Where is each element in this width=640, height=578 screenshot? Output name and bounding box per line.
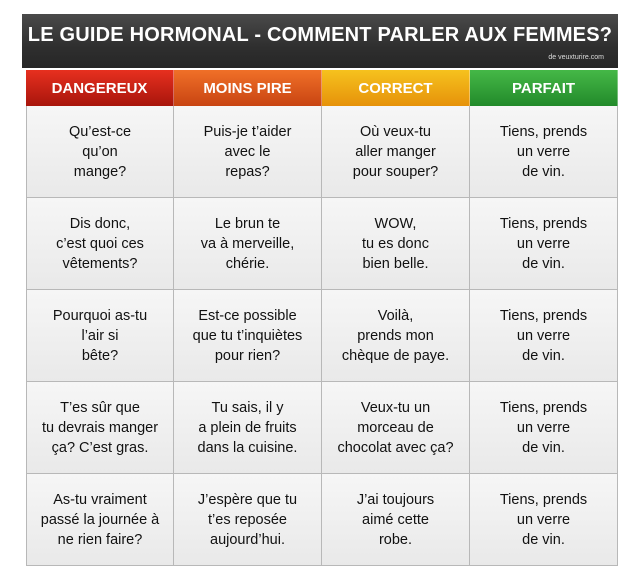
- table-cell: WOW, tu es donc bien belle.: [322, 198, 470, 290]
- table-cell: Le brun te va à merveille, chérie.: [174, 198, 322, 290]
- table-cell: Tiens, prends un verre de vin.: [470, 382, 618, 474]
- table-cell: Dis donc, c’est quoi ces vêtements?: [26, 198, 174, 290]
- table-cell: J’ai toujours aimé cette robe.: [322, 474, 470, 566]
- column-header-correct: CORRECT: [322, 70, 470, 106]
- table-cell: Où veux-tu aller manger pour souper?: [322, 106, 470, 198]
- table-cell: Tiens, prends un verre de vin.: [470, 290, 618, 382]
- page-title: LE GUIDE HORMONAL - COMMENT PARLER AUX FEMMES?: [27, 24, 613, 46]
- table-cell: Tiens, prends un verre de vin.: [470, 106, 618, 198]
- column-header-parfait: PARFAIT: [470, 70, 618, 106]
- table-cell: Tiens, prends un verre de vin.: [470, 198, 618, 290]
- table-cell: Voilà, prends mon chèque de paye.: [322, 290, 470, 382]
- title-banner: [22, 14, 618, 68]
- table-cell: Puis-je t’aider avec le repas?: [174, 106, 322, 198]
- table-cell: Qu’est-ce qu’on mange?: [26, 106, 174, 198]
- table-cell: T’es sûr que tu devrais manger ça? C’est gras.: [26, 382, 174, 474]
- table-cell: Tu sais, il y a plein de fruits dans la cuisine.: [174, 382, 322, 474]
- column-header-moins-pire: MOINS PIRE: [174, 70, 322, 106]
- table-cell: As-tu vraiment passé la journée à ne rien faire?: [26, 474, 174, 566]
- table-cell: Veux-tu un morceau de chocolat avec ça?: [322, 382, 470, 474]
- table-cell: Pourquoi as-tu l’air si bête?: [26, 290, 174, 382]
- table-cell: Est-ce possible que tu t’inquiètes pour rien?: [174, 290, 322, 382]
- guide-table: [26, 70, 618, 566]
- column-header-dangereux: DANGEREUX: [26, 70, 174, 106]
- table-cell: J’espère que tu t’es reposée aujourd’hui.: [174, 474, 322, 566]
- table-cell: Tiens, prends un verre de vin.: [470, 474, 618, 566]
- source-credit: de veuxturire.com: [548, 54, 604, 61]
